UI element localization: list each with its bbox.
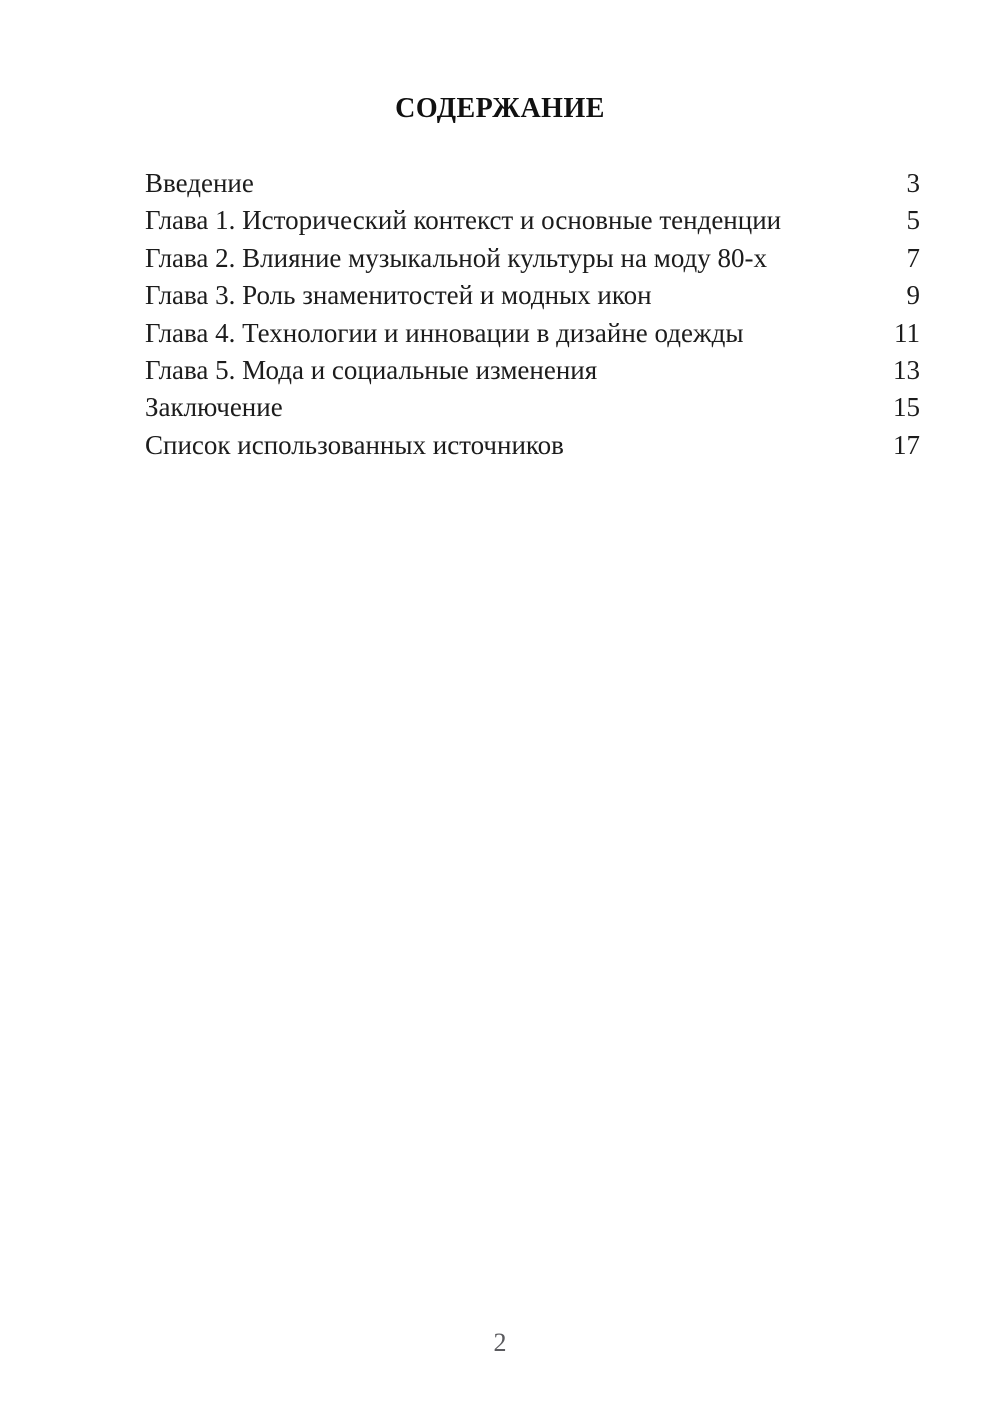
toc-entry-page-number: 9 [906, 280, 920, 311]
toc-entry-introduction [145, 165, 920, 202]
toc-entry-page-number: 17 [893, 429, 920, 460]
toc-entry-chapter-1 [145, 202, 920, 239]
toc-entry-label: Список использованных источников [145, 429, 564, 460]
toc-entry-page-number: 11 [894, 317, 920, 348]
toc-entry-page-number: 15 [893, 392, 920, 423]
toc-entry-label: Глава 4. Технологии и инновации в дизайне одежды [145, 317, 744, 348]
toc-entry-conclusion [145, 389, 920, 426]
page-title: СОДЕРЖАНИЕ [395, 93, 605, 124]
toc-entry-chapter-4 [145, 315, 920, 352]
toc-entry-page-number: 5 [906, 205, 920, 236]
toc-entry-references [145, 427, 920, 464]
toc-entry-label: Введение [145, 168, 254, 198]
table-of-contents [145, 165, 920, 464]
toc-entry-chapter-3 [145, 277, 920, 314]
toc-entry-chapter-2 [145, 240, 920, 277]
toc-entry-label: Глава 5. Мода и социальные изменения [145, 355, 598, 386]
toc-entry-label: Заключение [145, 392, 283, 423]
toc-entry-page-number: 3 [906, 168, 920, 198]
toc-entry-label: Глава 2. Влияние музыкальной культуры на моду 80-х [145, 242, 768, 273]
toc-entry-label: Глава 3. Роль знаменитостей и модных икон [145, 280, 652, 311]
toc-entry-page-number: 13 [893, 355, 920, 386]
toc-entry-page-number: 7 [906, 242, 920, 273]
toc-entry-label: Глава 1. Исторический контекст и основные тенденции [145, 205, 782, 236]
footer-page-number: 2 [493, 1328, 507, 1357]
toc-entry-chapter-5 [145, 352, 920, 389]
